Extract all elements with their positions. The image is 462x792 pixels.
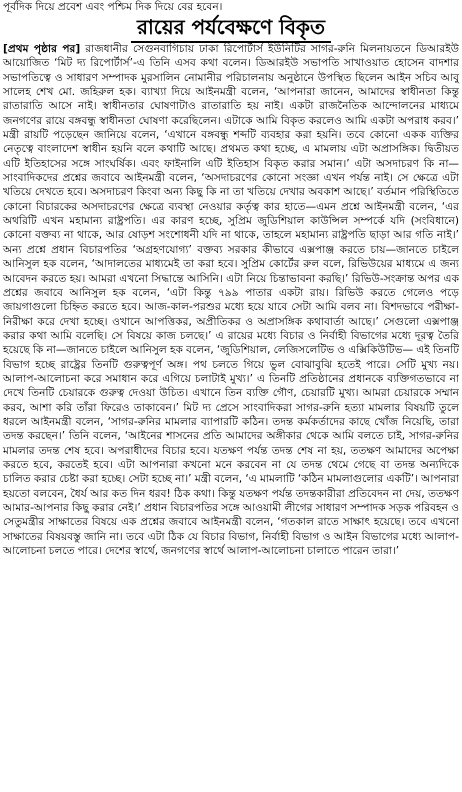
headline-container — [3, 14, 459, 42]
article-body — [3, 42, 459, 558]
article-headline: রায়ের পর্যবেক্ষণে বিকৃত — [131, 15, 331, 43]
continued-from-page-tag: [প্রথম পৃষ্ঠার পর] — [3, 43, 81, 55]
previous-article-tail: পূর্বদিক দিয়ে প্রবেশ এবং পশ্চিম দিক দিয়ে বের হবেন। — [3, 1, 223, 13]
article-body-text: রাজধানীর সেগুনবাগিচায় ঢাকা রিপোর্টার্স ইউনিটির সাগর-রুনি মিলনায়তনে ডিআরইউ আয়োজিত ‘মিট দ্য রিপোর্টার্স’-এ তিনি এসব কথা বলেন। ডিআরইউ সভাপতি সাখাওয়াত হোসেন বাদশার সভাপতিত্বে ও সাধারণ সম্পাদক মুরসালিন নোমানীর পরিচালনায় অনুষ্ঠানে উপস্থিত ছিলেন আইন সচিব আবু সালেহ শেখ মো. জহিরুল হক। ব্যাখ্যা দিয়ে আইনমন্ত্রী বলেন, ‘আপনারা জানেন, আমাদের স্বাধীনতা কিন্তু রাতারাতি আসে নাই। স্বাধীনতার ঘোষণাটাও রাতারাতি হয় নাই। একটা রাজনৈতিক আন্দোলনের মাধ্যমে জনগণের রায়ে বঙ্গবন্ধু স্বাধীনতা ঘোষণা করেছিলেন। এটাকে আমি বিকৃত করলেও আমি একটা অপরাধ করব।’ মন্ত্রী রায়টি পড়েছেন জানিয়ে বলেন, ‘এখানে বঙ্গবন্ধু শব্দটি ব্যবহার করা হয়নি। তবে কোনো একক ব্যক্তির নেতৃত্বে বাংলাদেশ স্বাধীন হয়নি বলে কথাটি আছে। প্রথমত কথা হচ্ছে, এ মামলায় এটা অপ্রাসঙ্গিক। দ্বিতীয়ত এটি ইতিহাসের সঙ্গে সাংঘর্ষিক। এবং ফাইনালি এটি ইতিহাস বিকৃত করার সমান।’ এটা অসদাচরণ কি না—সাংবাদিকদের প্রশ্নের জবাবে আইনমন্ত্রী বলেন, ‘অসদাচরণের কোনো সংজ্ঞা এখন পর্যন্ত নাই। সে ক্ষেত্রে এটা খতিয়ে দেখতে হবে। অসদাচরণ কিংবা অন্য কিছু কি না তা খতিয়ে দেখার অবকাশ আছে।’ বর্তমান পরিস্থিতিতে কোনো বিচারকের অসদাচরণের ক্ষেত্রে ব্যবস্থা নেওয়ার কর্তৃত্ব কার হাতে—এমন প্রশ্নে আইনমন্ত্রী বলেন, ‘এর অথরিটি এখন মহামান্য রাষ্ট্রপতি। এর কারণ হচ্ছে, সুপ্রিম জুডিশিয়াল কাউন্সিল সম্পর্কে যদি (সংবিধানে) কোনো বক্তব্য না থাকে, আর ষোড়শ সংশোধনী যদি না থাকে, তাহলে মহামান্য রাষ্ট্রপতি ছাড়া আর গতি নাই।’ অন্য প্রশ্নে প্রধান বিচারপতির ‘অগ্রহণযোগ্য’ বক্তব্য সরকার কীভাবে এক্সপাঞ্জ করতে চায়—জানতে চাইলে আনিসুল হক বলেন, ‘আদালতের মাধ্যমেই তা করা হবে। সুপ্রিম কোর্টের রুল বলে, রিভিউয়ের মাধ্যমে এ জন্য আবেদন করতে হয়। আমরা এখনো সিদ্ধান্তে আসিনি। এটা নিয়ে চিন্তাভাবনা করছি।’ রিভিউ-সংক্রান্ত অপর এক প্রশ্নের জবাবে আনিসুল হক বলেন, ‘এটা কিন্তু ৭৯৯ পাতার একটা রায়। রিভিউ করতে গেলেও পড়ে জায়গাগুলো চিহ্নিত করতে হবে। আজ-কাল-পরশুর মধ্যে হয়ে যাবে সেটা আমি বলব না। বিশদভাবে পরীক্ষা-নিরীক্ষা করে দেখা হচ্ছে। ওখানে আপত্তিকর, অপ্রীতিকর ও অপ্রাসঙ্গিক কথাবার্তা আছে।’ সেগুলো এক্সপাঞ্জ করার কথা আমি বলেছি। সে বিষয়ে কাজ চলছে।’ এ রায়ের মধ্যে বিচার ও নির্বাহী বিভাগের মধ্যে দূরত্ব তৈরি হয়েছে কি না—জানতে চাইলে আনিসুল হক বলেন, ‘জুডিশিয়াল, লেজিসলেটিভ ও এক্সিকিউটিভ— এই তিনটি বিভাগ হচ্ছে রাষ্ট্রের তিনটি গুরুত্বপূর্ণ অঙ্গ। পথ চলতে গিয়ে ভুল বোঝাবুঝি হতেই পারে। সেটি মুখ্য নয়। আলাপ-আলোচনা করে সমাধান করে এগিয়ে চলাটাই মুখ্য।’ এ তিনটি প্রতিষ্ঠানের প্রধানকে ব্যক্তিগতভাবে না দেখে তিনটি চেয়ারকে গুরুত্ব দেওয়া উচিত। এখানে তিন ব্যক্তি গৌণ, চেয়ারটি মুখ্য। আমরা চেয়ারকে সম্মান করব, আশা করি তাঁরা ফিরেও তাকাবেন।’ মিট দ্য প্রেসে সাংবাদিকরা সাগর-রুনি হত্যা মামলার বিষয়টি তুলে ধরলে আইনমন্ত্রী বলেন, ‘সাগর-রুনির মামলার ব্যাপারটি কঠিন। তদন্ত কর্মকর্তাদের কাছে খোঁজ নিয়েছি, তারা তদন্ত করছেন।’ তিনি বলেন, ‘আইনের শাসনের প্রতি আমাদের অঙ্গীকার থেকে আমি বলতে চাই, সাগর-রুনির মামলার তদন্ত শেষ হবে। অপরাধীদের বিচার হবে। যতক্ষণ পর্যন্ত তদন্ত শেষ না হয়, ততক্ষণ আমাদের অপেক্ষা করতে হবে, করতেই হবে। এটা আপনারা কখনো মনে করবেন না যে তদন্ত থেমে গেছে বা তদন্ত অন্যদিকে চালিত করার চেষ্টা করা হচ্ছে। সেটা হচ্ছে না।’ মন্ত্রী বলেন, ‘এ মামলাটি ‘কঠিন মামলাগুলোর একটি’। আপনারা হয়তো বলবেন, ধৈর্য আর কত দিন ধরব! ঠিক কথা। কিন্তু যতক্ষণ পর্যন্ত তদন্তকারীরা প্রতিবেদন না দেয়, ততক্ষণ আমার-আপনার কিছু করার নেই।’ প্রধান বিচারপতির সঙ্গে আওয়ামী লীগের সাধারণ সম্পাদক সড়ক পরিবহন ও সেতুমন্ত্রীর সাক্ষাতের বিষয়ে এক প্রশ্নের জবাবে আইনমন্ত্রী বলেন, ‘গতকাল রাতে সাক্ষাৎ হয়েছে। তবে এখনো সাক্ষাতের বিষয়বস্তু জানি না। তবে এটা ঠিক যে বিচার বিভাগ, নির্বাহী বিভাগ ও আইন বিভাগের মধ্যে আলাপ-আলোচনা চলতে পারে। দেশের স্বার্থে, জনগণের স্বার্থে আলাপ-আলোচনা চালাতে পারেন তারা।’ — [3, 43, 459, 558]
